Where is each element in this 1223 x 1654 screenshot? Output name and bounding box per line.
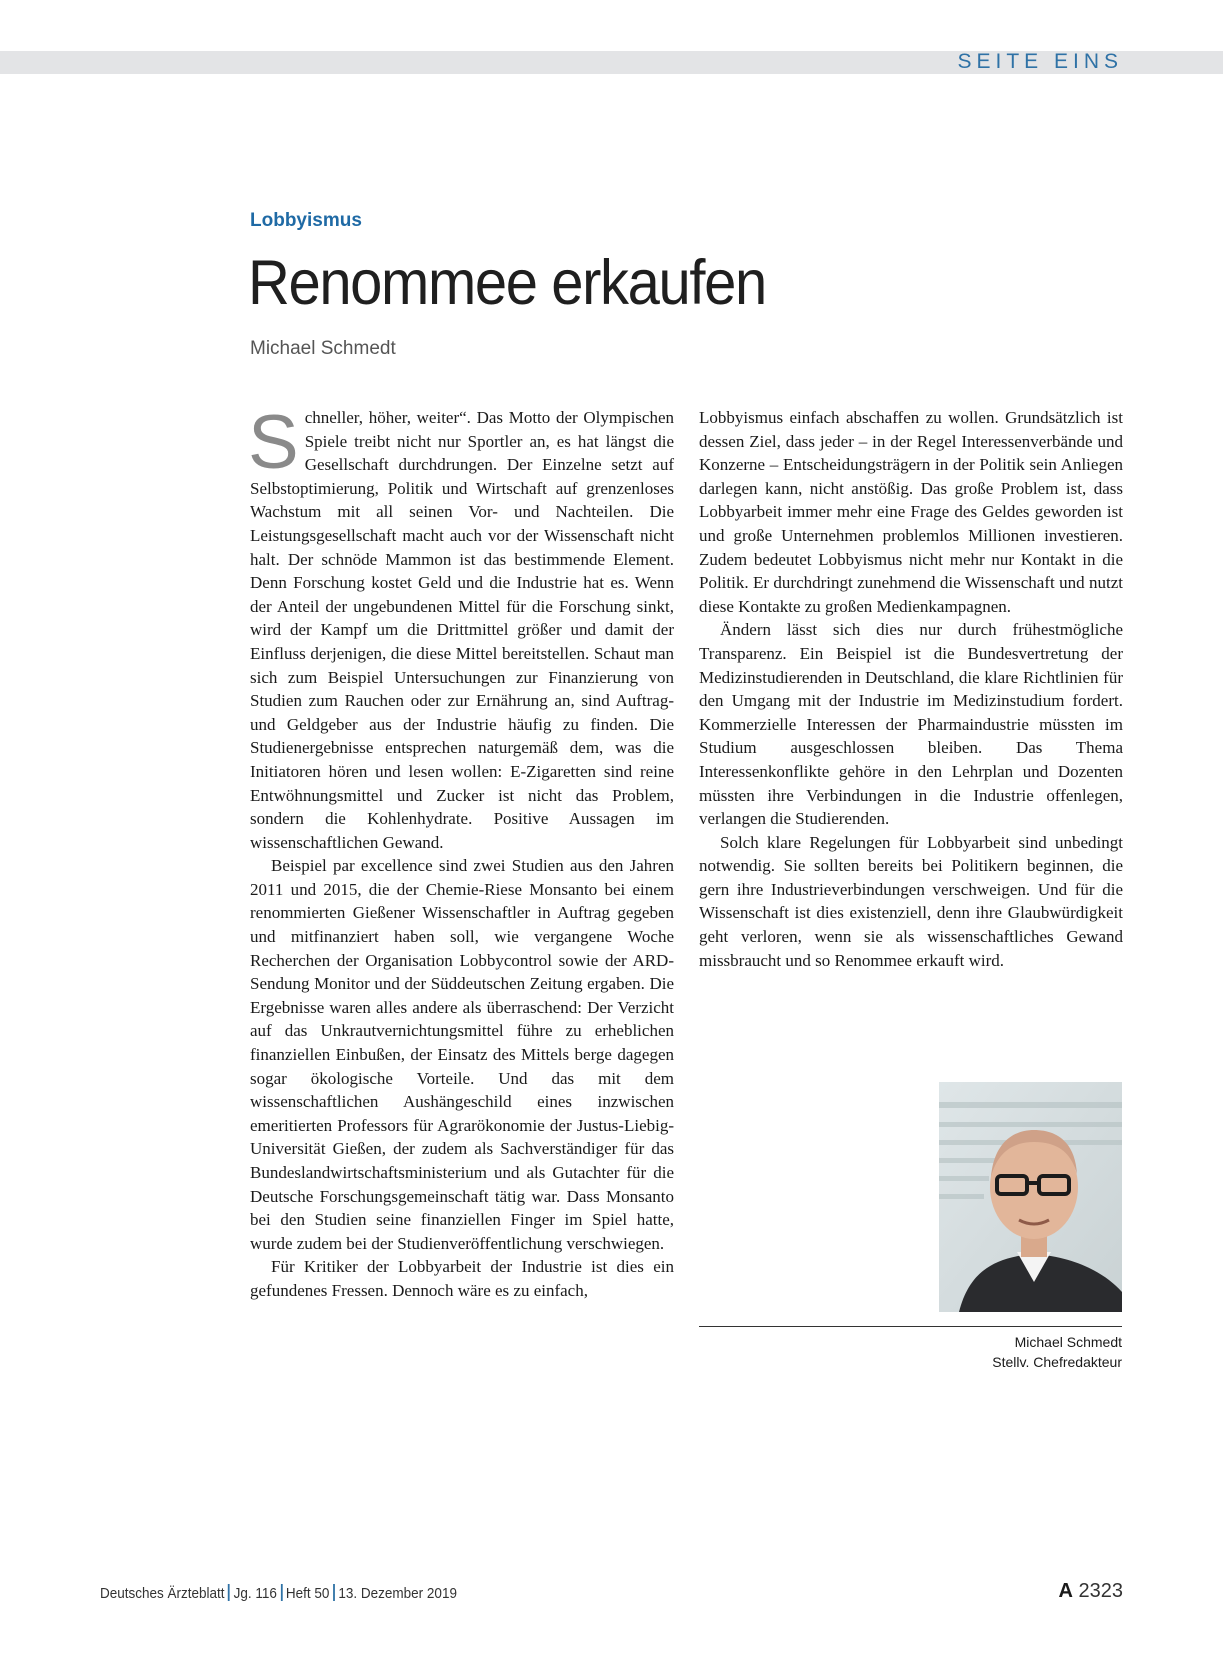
article-paragraph: Lobbyismus einfach abschaffen zu wollen. Grundsätzlich ist dessen Ziel, dass jeder – in der Regel Interessenverbände und Konzerne – Entscheidungsträgern in der Politik sein Anliegen darlegen kann, nicht anstößig. Das große Problem ist, dass Lobbyarbeit immer mehr eine Frage des Geldes geworden ist und große Unternehmen problemlos Millionen investieren. Zudem bedeutet Lobbyismus nicht mehr nur Kontakt in die Politik. Er durchdringt zunehmend die Wissenschaft und nutzt diese Kontakte zu großen Medienkampagnen.	[699, 408, 1123, 616]
article-paragraph: Schneller, höher, weiter“. Das Motto der Olympischen Spiele treibt nicht nur Sportler an, es hat längst die Gesellschaft durchdrungen. Der Einzelne setzt auf Selbstoptimierung, Politik und Wirtschaft auf grenzenloses Wachstum mit all seinen Vor- und Nachteilen. Die Leistungsgesellschaft macht auch vor der Wissenschaft nicht halt. Der schnöde Mammon ist das bestimmende Element. Denn Forschung kostet Geld und die Industrie hat es. Wenn der Anteil der ungebundenen Mittel für die Forschung sinkt, wird der Kampf um die Drittmittel größer und damit der Einfluss derjenigen, die diese Mittel bereitstellen. Schaut man sich zum Beispiel Untersuchungen zur Finanzierung von Studien zum Rauchen oder zur Ernährung an, sind Auftrag- und Geldgeber aus der Industrie häufig zu finden. Die Studienergebnisse entsprechen naturgemäß dem, was die Initiatoren hören und lesen wollen: E-Zigaretten sind reine Entwöhnungsmittel und Zucker ist nicht das Problem, sondern die Kohlenhydrate. Positive Aussagen im wissenschaftlichen Gewand.	[248, 400, 674, 852]
footer-separator	[228, 1584, 230, 1601]
article-column-right	[699, 406, 1123, 972]
page-number	[1058, 1580, 1123, 1603]
photo-caption	[992, 1332, 1122, 1372]
article-paragraph: Beispiel par excellence sind zwei Studien aus den Jahren 2011 und 2015, die der Chemie-Riese Monsanto bei einem renommierten Gießener Wissenschaftler in Auftrag gegeben und mitfinanziert haben soll, wie vergangene Woche Recherchen der Organisation Lobbycontrol sowie der ARD-Sendung Monitor und der Süddeutschen Zeitung ergaben. Die Ergebnisse waren alles andere als überraschend: Der Verzicht auf das Unkrautvernichtungsmittel führe zu erheblichen finanziellen Einbußen, der Einsatz des Mittels berge dagegen sogar ökologische Vorteile. Und das mit dem wissenschaftlichen Aushängeschild eines inzwischen emeritierten Professors für Agrarökonomie der Justus-Liebig-Universität Gießen, der zudem als Sachverständiger für das Bundeslandwirtschaftsministerium und als Gutachter für die Deutsche Forschungsgemeinschaft tätig war. Dass Monsanto bei den Studien seine finanziellen Finger im Spiel hatte, wurde zudem bei der Studienveröffentlichung verschwiegen.	[250, 856, 674, 1253]
article-column-left	[248, 400, 674, 1303]
author-photo	[939, 1082, 1122, 1312]
article-author: Michael Schmedt	[250, 338, 396, 359]
footer-date: 13. Dezember 2019	[338, 1585, 457, 1602]
article-kicker: Lobbyismus	[250, 210, 362, 231]
article-paragraph: Für Kritiker der Lobbyarbeit der Industrie ist dies ein gefundenes Fressen. Dennoch wäre es zu einfach,	[250, 1257, 674, 1300]
caption-name: Michael Schmedt	[1014, 1334, 1122, 1350]
drop-cap: S	[248, 400, 299, 485]
footer-volume: Jg. 116	[233, 1585, 277, 1602]
section-label: SEITE EINS	[957, 50, 1123, 73]
footer-journal: Deutsches Ärzteblatt	[100, 1585, 225, 1602]
article-paragraph: Ändern lässt sich dies nur durch frühestmögliche Transparenz. Ein Beispiel ist die Bundesvertretung der Medizinstudierenden in Deutschland, die klare Richtlinien für den Umgang mit der Industrie im Medizinstudium fordert. Kommerzielle Interessen der Pharmaindustrie müssten im Studium ausgeschlossen bleiben. Das Thema Interessenkonflikte gehöre in den Lehrplan und Dozenten müssten ihre Verbindungen in die Industrie offenlegen, verlangen die Studierenden.	[699, 620, 1123, 829]
footer-separator	[280, 1584, 282, 1601]
page-footer	[100, 1584, 457, 1602]
page-number-value: 2323	[1078, 1580, 1123, 1602]
footer-issue: Heft 50	[285, 1585, 330, 1602]
footer-separator	[333, 1584, 335, 1601]
caption-divider	[699, 1326, 1122, 1327]
article-paragraph: Solch klare Regelungen für Lobbyarbeit sind unbedingt notwendig. Sie sollten bereits bei Politikern beginnen, die gern ihre Industrieverbindungen verschweigen. Und für die Wissenschaft ist dies existenziell, denn ihre Glaubwürdigkeit geht verloren, wenn sie als wissenschaftliches Gewand missbraucht und so Renommee erkauft wird.	[699, 832, 1123, 970]
caption-role: Stellv. Chefredakteur	[992, 1354, 1122, 1370]
page-prefix: A	[1058, 1580, 1073, 1602]
article-headline: Renommee erkaufen	[248, 248, 766, 318]
